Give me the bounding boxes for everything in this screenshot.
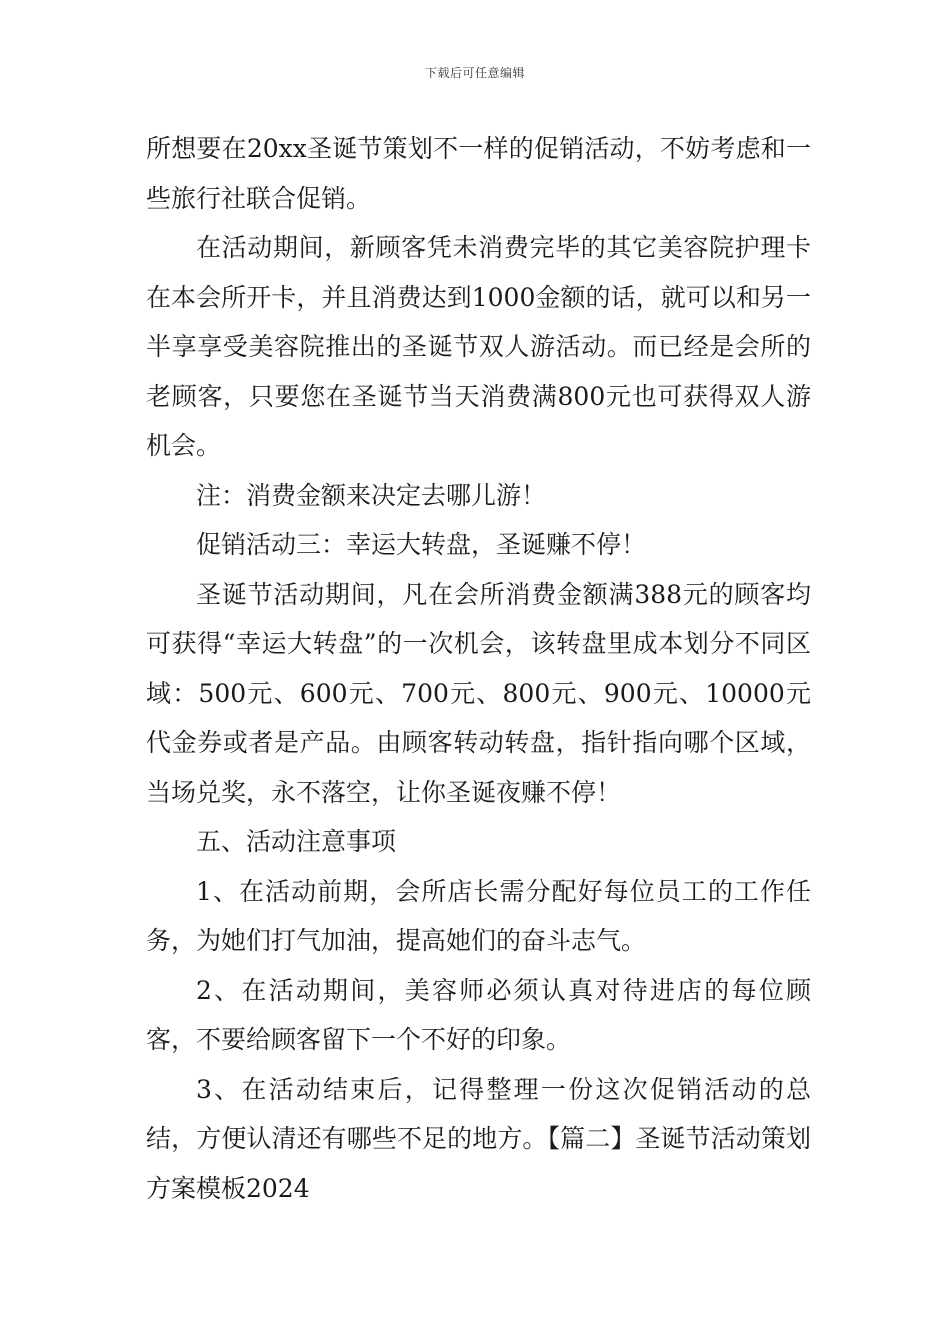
- paragraph-2: 在活动期间，新顾客凭未消费完毕的其它美容院护理卡在本会所开卡，并且消费达到1000金额的话，就可以和另一半享享受美容院推出的圣诞节双人游活动。而已经是会所的老顾客，只要您在圣诞节当天消费满800元也可获得双人游机会。: [146, 233, 811, 460]
- paragraph-4: 促销活动三：幸运大转盘，圣诞赚不停！: [196, 530, 647, 559]
- document-body: [146, 124, 811, 1213]
- paragraph-1: 所想要在20xx圣诞节策划不一样的促销活动，不妨考虑和一些旅行社联合促销。: [146, 134, 811, 213]
- paragraph-8: 2、在活动期间，美容师必须认真对待进店的每位顾客，不要给顾客留下一个不好的印象。: [146, 975, 811, 1054]
- paragraph-3: 注：消费金额来决定去哪儿游！: [196, 480, 547, 510]
- paragraph-5: 圣诞节活动期间，凡在会所消费金额满388元的顾客均可获得“幸运大转盘”的一次机会，该转盘里成本划分不同区域：500元、600元、700元、800元、900元、10000元代金券或者是产品。由顾客转动转盘，指针指向哪个区域，当场兑奖，永不落空，让你圣诞夜赚不停！: [146, 579, 811, 807]
- section-heading: 五、活动注意事项: [196, 827, 397, 856]
- paragraph-7: 1、在活动前期，会所店长需分配好每位员工的工作任务，为她们打气加油，提高她们的奋斗志气。: [146, 876, 811, 955]
- page-header: 下载后可任意编辑: [424, 66, 525, 80]
- paragraph-9: 3、在活动结束后，记得整理一份这次促销活动的总结，方便认清还有哪些不足的地方。【篇二】圣诞节活动策划方案模板2024: [146, 1074, 811, 1203]
